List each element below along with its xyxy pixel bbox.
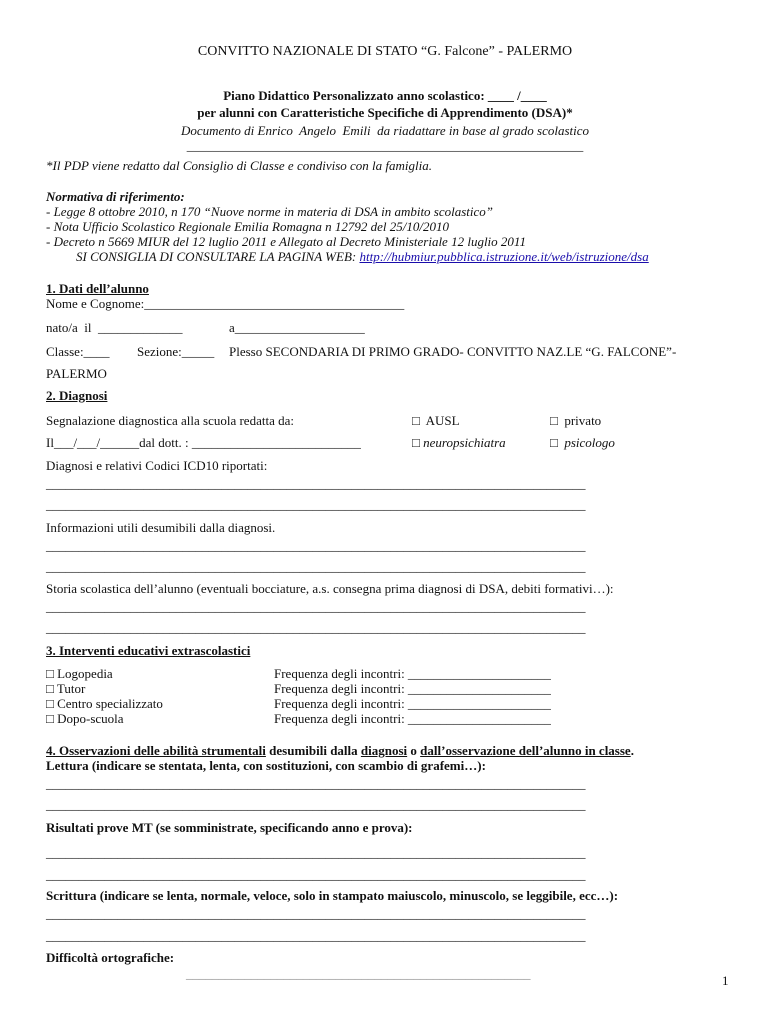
footer-rule: _____________________________________________________ bbox=[186, 966, 531, 981]
school-name: CONVITTO NAZIONALE DI STATO “G. Falcone” - PALERMO bbox=[197, 44, 573, 59]
blank-line[interactable]: ___________________________________________________________________________________ bbox=[46, 845, 586, 860]
plesso-city: PALERMO bbox=[46, 366, 107, 381]
blank-line[interactable]: ___________________________________________________________________________________ bbox=[46, 906, 586, 921]
section-4-heading-part: dall’osservazione dell’alunno in classe bbox=[420, 743, 631, 758]
codici-label: Diagnosi e relativi Codici ICD10 riportati: bbox=[46, 458, 268, 473]
checkbox-tutor[interactable]: □ Tutor bbox=[46, 681, 86, 696]
classe-field[interactable]: Classe:____ bbox=[46, 344, 110, 359]
normativa-item: - Decreto n 5669 MIUR del 12 luglio 2011 e Allegato al Decreto Ministeriale 12 luglio 2011 bbox=[46, 234, 526, 249]
miur-link[interactable]: http://hubmiur.pubblica.istruzione.it/web/istruzione/dsa bbox=[359, 249, 649, 264]
checkbox-privato[interactable]: □ privato bbox=[550, 413, 602, 428]
section-4-heading-part: desumibili dalla bbox=[265, 743, 361, 758]
blank-line[interactable]: ___________________________________________________________________________________ bbox=[46, 497, 586, 512]
blank-line[interactable]: ___________________________________________________________________________________ bbox=[46, 476, 586, 491]
section-3-heading: 3. Interventi educativi extrascolastici bbox=[46, 643, 251, 658]
section-4-heading-part: 4. Osservazioni delle abilità strumentali bbox=[46, 743, 266, 758]
frequency-field[interactable]: Frequenza degli incontri: ______________________ bbox=[274, 681, 551, 696]
consult-text: SI CONSIGLIA DI CONSULTARE LA PAGINA WEB: bbox=[76, 249, 360, 264]
pdp-subtitle: per alunni con Caratteristiche Specifiche di Apprendimento (DSA)* bbox=[197, 105, 573, 120]
section-4-heading bbox=[46, 743, 634, 758]
section-4-heading-part: o bbox=[407, 743, 421, 758]
checkbox-centro[interactable]: □ Centro specializzato bbox=[46, 696, 163, 711]
checkbox-neuropsichiatra[interactable]: □ neuropsichiatra bbox=[412, 435, 506, 450]
section-4-heading-part: . bbox=[630, 743, 634, 758]
storia-label: Storia scolastica dell’alunno (eventuali bocciature, a.s. consegna prima diagnosi di DSA, debiti formativi…): bbox=[46, 581, 614, 596]
section-4-heading-part: diagnosi bbox=[360, 743, 408, 758]
header-rule: _____________________________________________________________ bbox=[186, 138, 584, 153]
info-label: Informazioni utili desumibili dalla diagnosi. bbox=[46, 520, 276, 535]
normativa-item: - Nota Ufficio Scolastico Regionale Emilia Romagna n 12792 del 25/10/2010 bbox=[46, 219, 449, 234]
blank-line[interactable]: ___________________________________________________________________________________ bbox=[46, 776, 586, 791]
frequency-field[interactable]: Frequenza degli incontri: ______________________ bbox=[274, 711, 551, 726]
pdp-note: *Il PDP viene redatto dal Consiglio di Classe e condiviso con la famiglia. bbox=[46, 158, 432, 173]
blank-line[interactable]: ___________________________________________________________________________________ bbox=[46, 538, 586, 553]
birth-date-field[interactable]: nato/a il _____________ bbox=[46, 320, 183, 335]
sezione-field[interactable]: Sezione:_____ bbox=[137, 344, 215, 359]
blank-line[interactable]: ___________________________________________________________________________________ bbox=[46, 559, 586, 574]
consult-line bbox=[76, 249, 649, 264]
nome-cognome-field[interactable]: Nome e Cognome:________________________________________ bbox=[46, 296, 405, 311]
birth-place-field[interactable]: a____________________ bbox=[229, 320, 365, 335]
blank-line[interactable]: ___________________________________________________________________________________ bbox=[46, 599, 586, 614]
section-1-heading: 1. Dati dell’alunno bbox=[46, 281, 149, 296]
pdp-title: Piano Didattico Personalizzato anno scolastico: ____ /____ bbox=[223, 88, 547, 103]
blank-line[interactable]: ___________________________________________________________________________________ bbox=[46, 928, 586, 943]
lettura-label: Lettura (indicare se stentata, lenta, con sostituzioni, con scambio di grafemi…): bbox=[46, 758, 486, 773]
blank-line[interactable]: ___________________________________________________________________________________ bbox=[46, 620, 586, 635]
blank-line[interactable]: ___________________________________________________________________________________ bbox=[46, 867, 586, 882]
checkbox-doposcuola[interactable]: □ Dopo-scuola bbox=[46, 711, 124, 726]
frequency-field[interactable]: Frequenza degli incontri: ______________________ bbox=[274, 696, 551, 711]
document-author: Documento di Enrico Angelo Emili da riadattare in base al grado scolastico bbox=[180, 123, 590, 138]
normativa-heading: Normativa di riferimento: bbox=[46, 189, 185, 204]
plesso-text: Plesso SECONDARIA DI PRIMO GRADO- CONVITTO NAZ.LE “G. FALCONE”- bbox=[229, 344, 677, 359]
checkbox-logopedia[interactable]: □ Logopedia bbox=[46, 666, 113, 681]
normativa-item: - Legge 8 ottobre 2010, n 170 “Nuove norme in materia di DSA in ambito scolastico” bbox=[46, 204, 494, 219]
ortografiche-label: Difficoltà ortografiche: bbox=[46, 950, 175, 965]
diagnosis-date-field[interactable]: Il___/___/______dal dott. : __________________________ bbox=[46, 435, 361, 450]
section-2-heading: 2. Diagnosi bbox=[46, 388, 108, 403]
blank-line[interactable]: ___________________________________________________________________________________ bbox=[46, 797, 586, 812]
frequency-field[interactable]: Frequenza degli incontri: ______________________ bbox=[274, 666, 551, 681]
checkbox-psicologo[interactable]: □ psicologo bbox=[550, 435, 615, 450]
checkbox-ausl[interactable]: □ AUSL bbox=[412, 413, 460, 428]
page-number: 1 bbox=[722, 973, 729, 988]
segnalazione-label: Segnalazione diagnostica alla scuola redatta da: bbox=[46, 413, 294, 428]
mt-label: Risultati prove MT (se somministrate, specificando anno e prova): bbox=[46, 820, 413, 835]
scrittura-label: Scrittura (indicare se lenta, normale, veloce, solo in stampato maiuscolo, minuscolo, se leggibile, ecc…): bbox=[46, 888, 619, 903]
